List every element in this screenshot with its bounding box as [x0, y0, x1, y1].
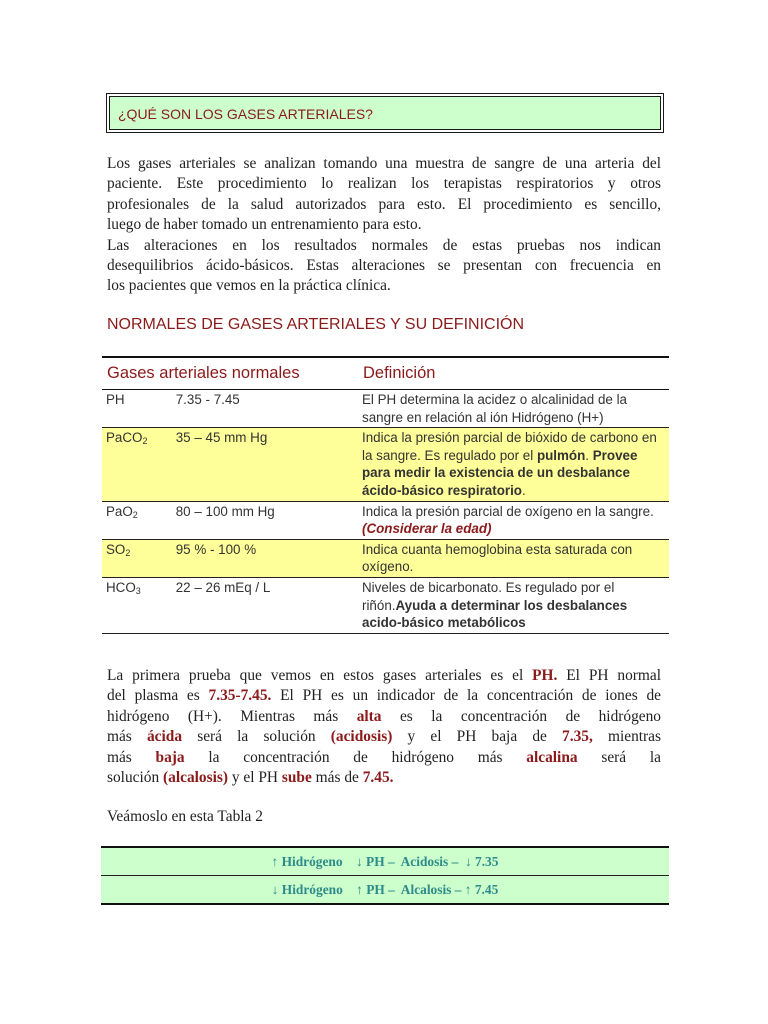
gas-subscript: 2	[142, 436, 148, 447]
intro-line: Los gases arteriales se analizan tomando una muestra de sangre de una arteria del	[107, 155, 661, 172]
gas-value: 22 – 26 mEq / L	[175, 579, 271, 595]
gas-cell	[102, 501, 358, 539]
definition-text: .	[522, 482, 526, 498]
table-header-row	[102, 357, 669, 390]
definition-note: (Considerar la edad)	[362, 521, 492, 537]
table-row	[102, 577, 669, 633]
table-2	[101, 846, 669, 905]
ph-line: hidrógeno (H+). Mientras más alta es la concentración de hidrógeno	[107, 707, 661, 725]
gas-subscript: 2	[125, 547, 131, 558]
gas-cell	[102, 390, 358, 428]
ph-paragraph	[107, 666, 661, 788]
table-row	[101, 876, 669, 905]
table-row	[102, 428, 669, 501]
acidosis-cell: ↑ Hidrógeno ↓ PH – Acidosis – ↓ 7.35	[101, 847, 669, 876]
gas-name: SO	[106, 541, 126, 557]
table-row	[101, 847, 669, 876]
intro-line: profesionales de la salud autorizados para esto. El procedimiento es sencillo,	[107, 195, 661, 213]
title-box	[106, 93, 664, 133]
definition-text: Indica la presión parcial de bióxido de carbono en la sangre. Es regulado por el	[362, 430, 657, 463]
gas-name: PH	[106, 392, 125, 407]
definition-bold: Ayuda a determinar los desbalances acido-básico metabólicos	[362, 597, 628, 631]
table-row	[102, 501, 669, 539]
intro-line: paciente. Este procedimiento lo realizan los terapistas respiratorios y otros	[107, 175, 661, 193]
definition-cell: El PH determina la acidez o alcalinidad de la sangre en relación al ión Hidrógeno (H+)	[358, 390, 669, 428]
table2-intro: Veámoslo en esta Tabla 2	[107, 808, 263, 825]
section-heading: NORMALES DE GASES ARTERIALES Y SU DEFINICIÓN	[107, 316, 525, 333]
intro-line: los pacientes que vemos en la práctica clínica.	[107, 277, 391, 295]
intro-line: desequilibrios ácido-básicos. Estas alteraciones se presentan con frecuencia en	[107, 257, 661, 275]
normal-values-table	[102, 356, 669, 634]
definition-text: Indica la presión parcial de oxígeno en la sangre.	[362, 503, 654, 519]
gas-cell	[102, 428, 358, 501]
alcalosis-cell: ↓ Hidrógeno ↑ PH – Alcalosis – ↑ 7.45	[101, 876, 669, 905]
definition-cell: Indica cuanta hemoglobina esta saturada con oxígeno.	[358, 539, 669, 577]
definition-bold: Provee para medir la existencia de un desbalance ácido-básico respiratorio	[362, 447, 638, 498]
ph-line: más baja la concentración de hidrógeno más alcalina será la	[107, 748, 661, 766]
intro-paragraph	[107, 154, 661, 297]
definition-cell	[358, 577, 669, 633]
gas-value: 95 % - 100 %	[175, 541, 257, 557]
ph-line: La primera prueba que vemos en estos gases arteriales es el PH. El PH normal	[107, 667, 661, 684]
definition-text: Niveles de bicarbonato. Es regulado por el riñón.	[362, 579, 615, 613]
intro-line: Las alteraciones en los resultados normales de estas pruebas nos indican	[107, 236, 661, 254]
gas-value: 80 – 100 mm Hg	[175, 503, 275, 519]
definition-bold: pulmón	[536, 447, 586, 463]
header-definition: Definición	[358, 357, 669, 390]
definition-cell	[358, 428, 669, 501]
ph-line: del plasma es 7.35-7.45. El PH es un indicador de la concentración de iones de	[107, 687, 661, 705]
gas-cell	[102, 577, 358, 633]
page-title: ¿QUÉ SON LOS GASES ARTERIALES?	[109, 96, 661, 130]
gas-value: 7.35 - 7.45	[175, 392, 240, 407]
gas-value: 35 – 45 mm Hg	[175, 430, 268, 446]
gas-name: HCO	[106, 579, 136, 595]
ph-line: solución (alcalosis) y el PH sube más de 7.45.	[107, 769, 394, 787]
intro-line: luego de haber tomado un entrenamiento para esto.	[107, 216, 422, 234]
gas-name: PaO	[106, 503, 133, 519]
gas-cell	[102, 539, 358, 577]
table-row	[102, 390, 669, 428]
gas-subscript: 3	[135, 585, 141, 596]
definition-cell	[358, 501, 669, 539]
ph-line: más ácida será la solución (acidosis) y el PH baja de 7.35, mientras	[107, 728, 661, 746]
gas-subscript: 2	[132, 509, 138, 520]
header-gases: Gases arteriales normales	[102, 357, 358, 390]
table-row	[102, 539, 669, 577]
gas-name: PaCO	[106, 430, 143, 446]
definition-text: .	[585, 447, 593, 463]
